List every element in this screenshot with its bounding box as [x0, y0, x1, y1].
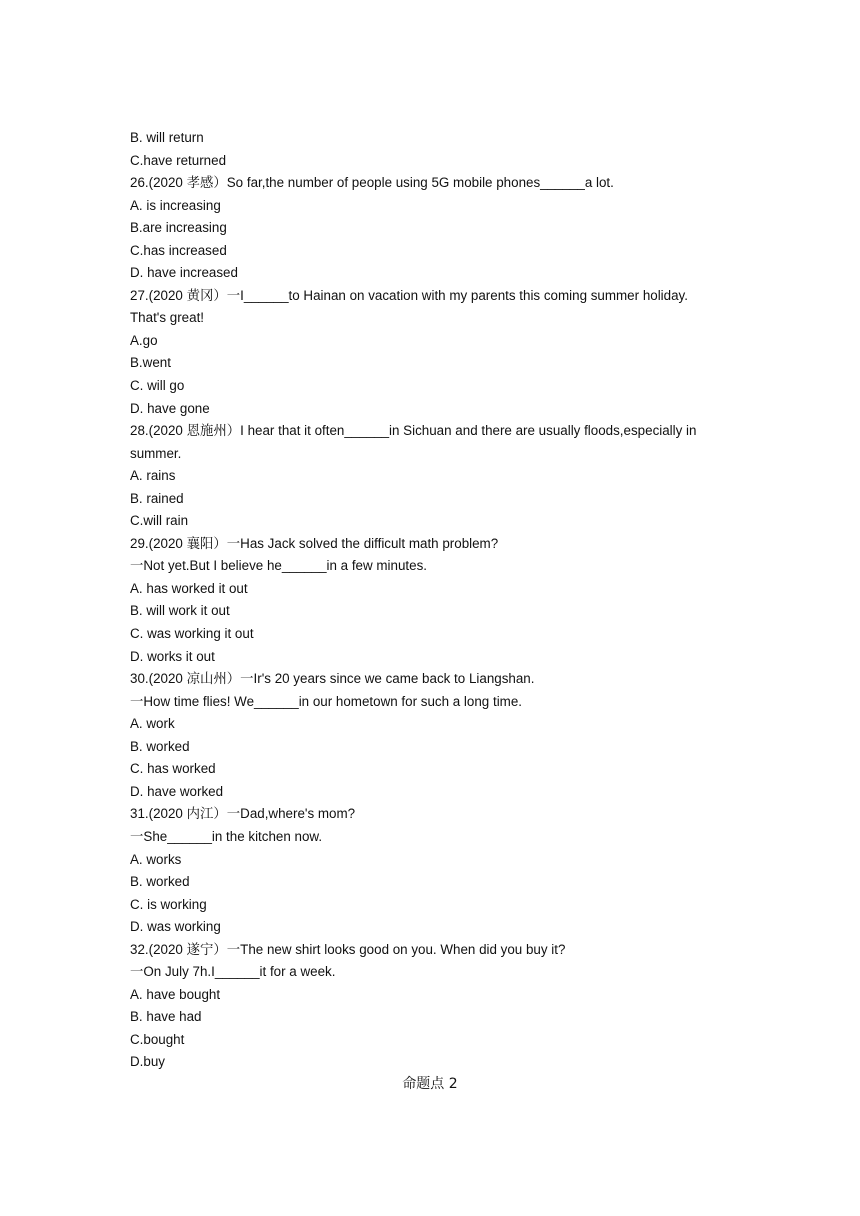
- option-line: A. have bought: [130, 986, 221, 1002]
- question-line: 29.(2020 襄阳）一Has Jack solved the difficult math problem?: [130, 535, 499, 551]
- option-line: D. works it out: [130, 648, 215, 664]
- option-line: B. will work it out: [130, 603, 230, 619]
- option-line: B. worked: [130, 738, 190, 754]
- option-line: B.are increasing: [130, 220, 227, 236]
- option-line: C.bought: [130, 1031, 185, 1047]
- question-line: 28.(2020 恩施州）I hear that it often______in Sichuan and there are usually floods,especially in: [130, 423, 697, 439]
- option-line: B.went: [130, 355, 171, 371]
- option-line: B. will return: [130, 130, 204, 145]
- option-line: D. have increased: [130, 265, 238, 281]
- question-line: 31.(2020 内江）一Dad,where's mom?: [130, 806, 356, 822]
- option-line: C. has worked: [130, 761, 216, 777]
- option-line: C.have returned: [130, 152, 227, 168]
- option-line: C. will go: [130, 378, 185, 394]
- option-line: A. rains: [130, 468, 176, 484]
- option-line: B. worked: [130, 874, 190, 890]
- option-line: D.buy: [130, 1054, 165, 1070]
- question-line: 30.(2020 凉山州）一Ir's 20 years since we came back to Liangshan.: [130, 671, 535, 687]
- question-line-continuation: 一She______in the kitchen now.: [130, 828, 323, 844]
- question-line: 26.(2020 孝感）So far,the number of people using 5G mobile phones______a lot.: [130, 175, 614, 191]
- question-line: 32.(2020 遂宁）一The new shirt looks good on you. When did you buy it?: [130, 941, 566, 957]
- question-line: 27.(2020 黄冈）一I______to Hainan on vacation with my parents this coming summer holiday.: [130, 287, 688, 303]
- question-line-continuation: 一How time flies! We______in our hometown for such a long time.: [130, 693, 522, 709]
- option-line: C.will rain: [130, 513, 189, 529]
- option-line: C. was working it out: [130, 626, 254, 642]
- option-line: A.go: [130, 332, 158, 348]
- question-list: [130, 127, 740, 1074]
- option-line: B. have had: [130, 1009, 202, 1025]
- option-line: A. work: [130, 716, 175, 732]
- question-line-continuation: summer.: [130, 445, 182, 461]
- option-line: D. have worked: [130, 783, 224, 799]
- option-line: D. was working: [130, 919, 221, 935]
- option-line: A. has worked it out: [130, 580, 248, 596]
- option-line: D. have gone: [130, 400, 210, 416]
- question-line-continuation: That's great!: [130, 310, 205, 326]
- option-line: A. works: [130, 851, 182, 867]
- option-line: C. is working: [130, 896, 207, 912]
- option-line: B. rained: [130, 490, 184, 506]
- option-line: A. is increasing: [130, 197, 221, 213]
- question-line-continuation: 一On July 7h.I______it for a week.: [130, 964, 336, 980]
- question-line-continuation: 一Not yet.But I believe he______in a few minutes.: [130, 558, 428, 574]
- option-line: C.has increased: [130, 242, 227, 258]
- section-footer: 命题点 2: [402, 1076, 458, 1092]
